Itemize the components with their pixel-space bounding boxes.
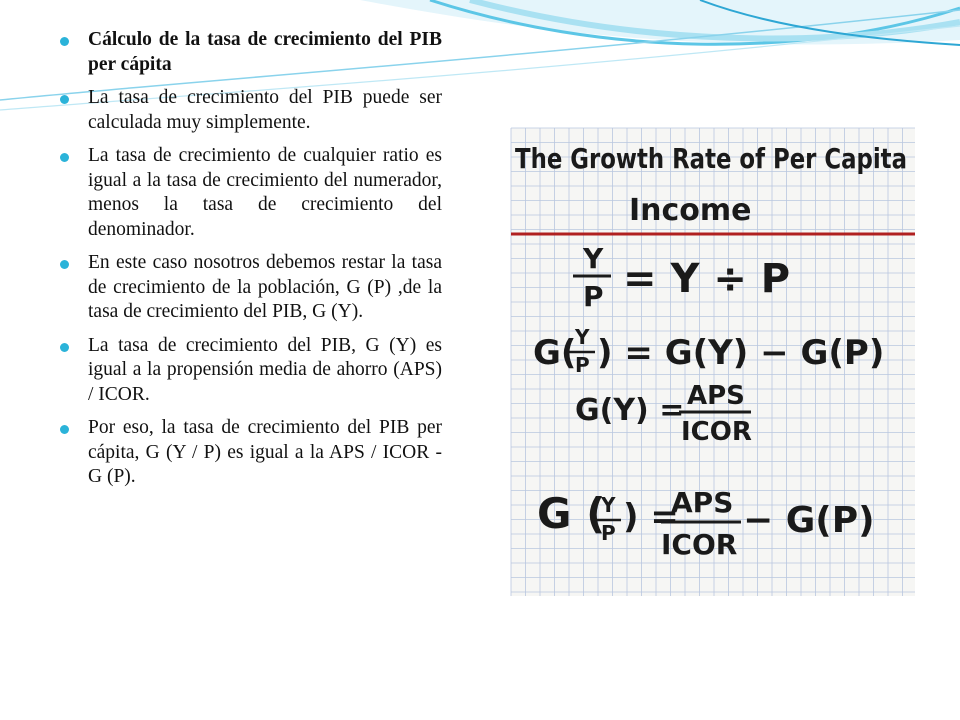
figure-title-line2: Income	[629, 193, 752, 228]
eq1-rhs: = Y ÷ P	[623, 256, 791, 302]
eq2-rhs: ) = G(Y) − G(P)	[597, 333, 885, 373]
eq4-fraction-numerator: APS	[671, 486, 734, 519]
eq2-g: G(	[533, 333, 577, 373]
bullet-dot-icon	[60, 425, 69, 434]
bullet-dot-icon	[60, 260, 69, 269]
eq2-denominator: P	[575, 353, 590, 377]
eq4-fraction-denominator: ICOR	[661, 528, 738, 561]
bullet-list	[58, 28, 442, 499]
eq4-rhs: − G(P)	[743, 500, 875, 541]
eq4-numerator: Y	[601, 493, 616, 517]
eq4-denominator: P	[601, 521, 616, 545]
figure-title-line1: The Growth Rate of Per Capita	[515, 142, 907, 175]
eq1-denominator: P	[583, 280, 604, 313]
bullet-item-title	[58, 28, 442, 77]
bullet-item	[58, 86, 442, 135]
eq4-g: G (	[537, 489, 606, 538]
eq4-close: ) =	[623, 497, 679, 537]
bullet-dot-icon	[60, 153, 69, 162]
eq3-denominator: ICOR	[681, 417, 752, 447]
eq2-numerator: Y	[575, 325, 590, 349]
bullet-text: En este caso nosotros debemos restar la tasa de crecimiento de la población, G (P) ,de la tasa de crecimiento del PIB, G (Y).	[88, 252, 442, 322]
eq3-lhs: G(Y) =	[575, 393, 685, 428]
bullet-text: La tasa de crecimiento de cualquier ratio es igual a la tasa de crecimiento del numerador, menos la tasa de crecimiento del denominador.	[88, 145, 442, 240]
handwritten-formula-image	[511, 128, 915, 596]
bullet-text: Cálculo de la tasa de crecimiento del PIB per cápita	[88, 29, 442, 75]
bullet-item	[58, 251, 442, 325]
bullet-item	[58, 334, 442, 408]
bullet-dot-icon	[60, 343, 69, 352]
bullet-text: Por eso, la tasa de crecimiento del PIB per cápita, G (Y / P) es igual a la APS / ICOR - G (P).	[88, 417, 442, 487]
eq3-numerator: APS	[687, 381, 745, 411]
bullet-text: La tasa de crecimiento del PIB, G (Y) es igual a la propensión media de ahorro (APS) / ICOR.	[88, 334, 442, 405]
bullet-item	[58, 144, 442, 242]
graph-paper-drawing	[511, 128, 915, 596]
eq1-numerator: Y	[583, 242, 604, 275]
bullet-dot-icon	[60, 95, 69, 104]
bullet-dot-icon	[60, 37, 69, 46]
bullet-text: La tasa de crecimiento del PIB puede ser calculada muy simplemente.	[88, 87, 442, 133]
bullet-item	[58, 416, 442, 490]
